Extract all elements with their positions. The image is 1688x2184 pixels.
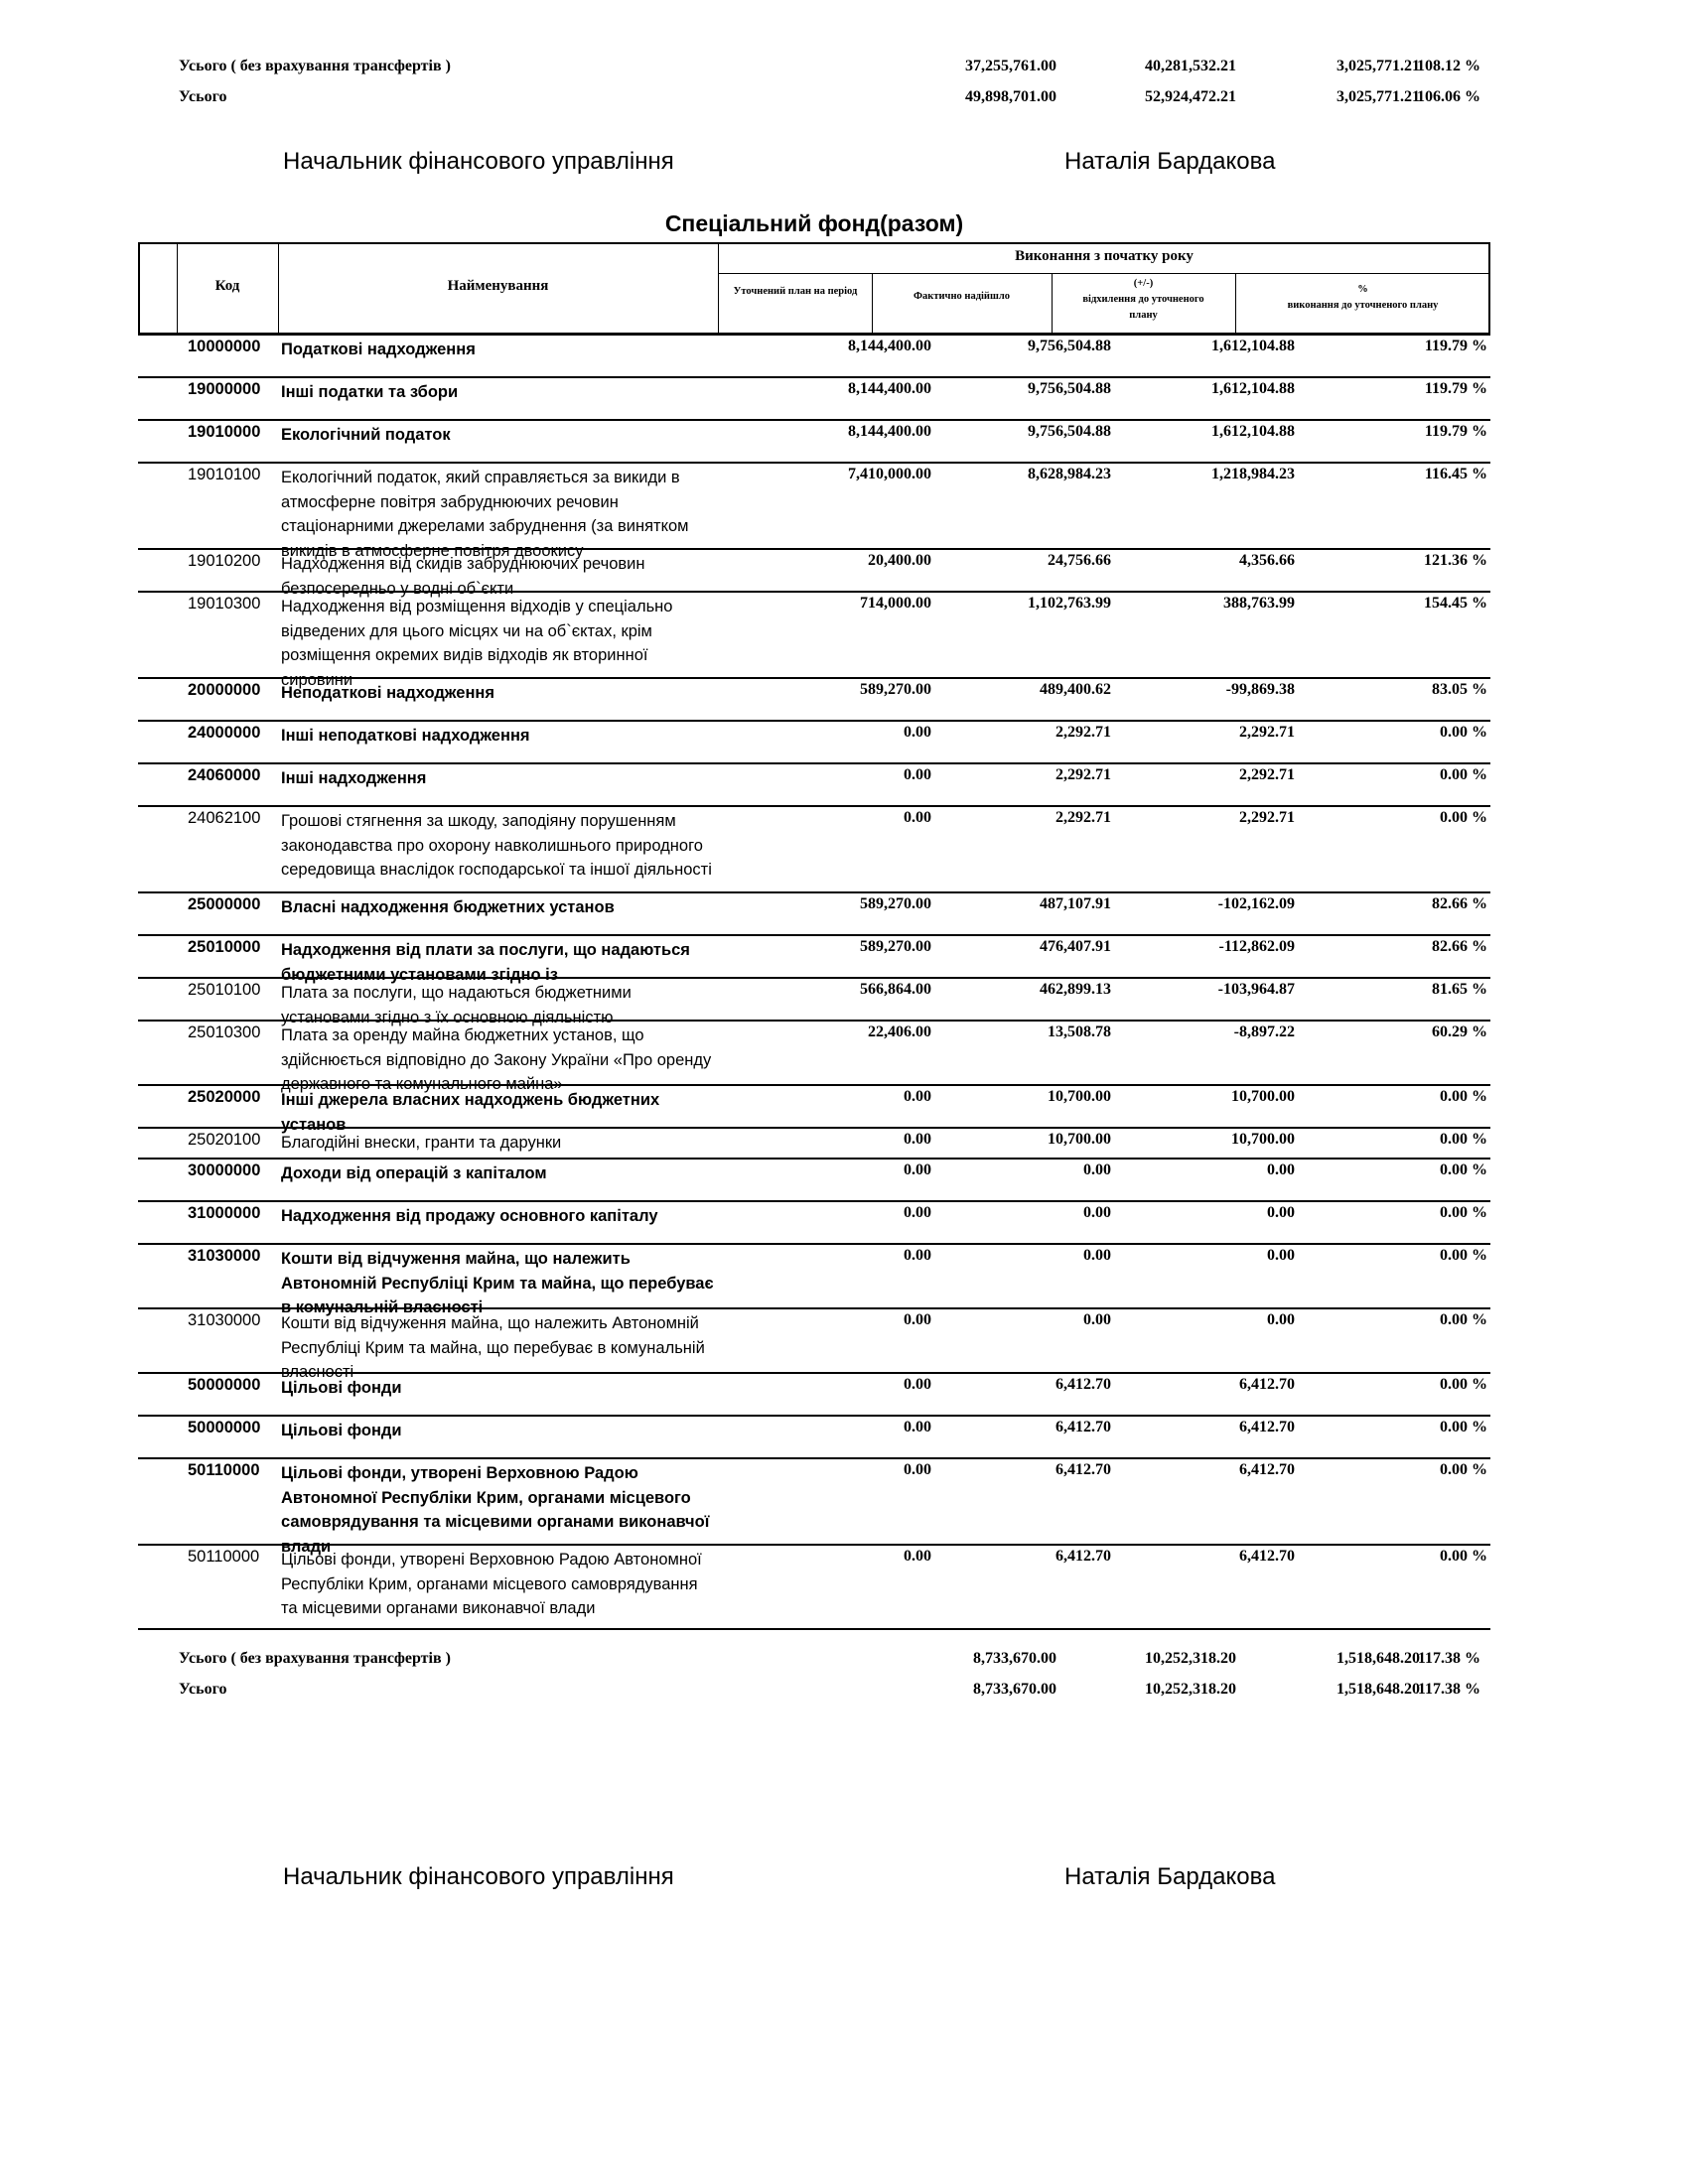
row-name: Надходження від розміщення відходів у спеціально відведених для цього місцях чи на об`єктах, крім розміщення окремих видів відходів як вторинної сировини	[281, 598, 673, 689]
row-plan: 0.00	[904, 724, 931, 741]
row-deviation: 6,412.70	[1239, 1376, 1295, 1393]
row-name: Плата за оренду майна бюджетних установ, що здійснюється відповідно до Закону України «Про оренду державного та комунального майна»	[281, 1026, 712, 1093]
row-name: Кошти від відчуження майна, що належить Автономній Республіці Крим та майна, що перебуває в комунальній власності	[281, 1250, 714, 1316]
row-plan: 0.00	[904, 1376, 931, 1393]
row-code: 19010100	[188, 466, 261, 483]
row-code: 25020000	[188, 1088, 261, 1106]
top-totals	[179, 58, 1479, 119]
row-name: Цільові фонди	[281, 1379, 402, 1397]
row-code: 24000000	[188, 724, 261, 742]
row-plan: 0.00	[904, 1247, 931, 1264]
table-row	[138, 1084, 1490, 1134]
row-percent: 116.45 %	[1424, 466, 1487, 482]
row-name: Доходи від операцій з капіталом	[281, 1164, 547, 1182]
row-plan: 0.00	[904, 1088, 931, 1105]
total-fact: 52,924,472.21	[1145, 88, 1236, 105]
total-deviation: 1,518,648.20	[1336, 1681, 1420, 1698]
row-percent: 0.00 %	[1440, 1311, 1487, 1328]
table-row	[138, 677, 1490, 722]
total-row	[179, 1681, 1479, 1711]
section-title: Спеціальний фонд(разом)	[664, 210, 964, 236]
row-fact: 1,102,763.99	[1028, 595, 1111, 612]
table-row	[138, 891, 1490, 936]
table-row	[138, 1158, 1490, 1202]
row-code: 19010200	[188, 552, 261, 570]
table-row	[138, 1307, 1490, 1381]
table-row	[138, 1243, 1490, 1316]
table-row	[138, 1544, 1490, 1630]
row-fact: 13,508.78	[1048, 1024, 1111, 1040]
row-deviation: 2,292.71	[1239, 724, 1295, 741]
row-percent: 83.05 %	[1432, 681, 1487, 698]
row-plan: 0.00	[904, 1311, 931, 1328]
row-plan: 22,406.00	[868, 1024, 931, 1040]
row-deviation: 1,612,104.88	[1211, 338, 1295, 354]
total-row-without-transfers	[179, 1650, 1479, 1681]
row-name: Екологічний податок, який справляється за викиди в атмосферне повітря забруднюючих речовин стаціонарними джерелами забруднення (за винятком викидів в атмосферне повітря двоокису	[281, 469, 689, 560]
row-percent: 0.00 %	[1440, 809, 1487, 826]
table-row	[138, 934, 1490, 984]
total-fact: 10,252,318.20	[1145, 1650, 1236, 1667]
row-plan: 566,864.00	[860, 981, 931, 998]
row-name: Неподаткові надходження	[281, 684, 495, 702]
total-plan: 8,733,670.00	[973, 1681, 1056, 1698]
total-percent: 117.38 %	[1417, 1681, 1480, 1698]
row-code: 10000000	[188, 338, 261, 355]
header-percent-text: виконання до уточненого плану	[1287, 300, 1439, 311]
row-deviation: 1,612,104.88	[1211, 380, 1295, 397]
row-code: 19010300	[188, 595, 261, 613]
row-percent: 0.00 %	[1440, 1461, 1487, 1478]
row-code: 24062100	[188, 809, 261, 827]
row-deviation: 1,218,984.23	[1211, 466, 1295, 482]
row-deviation: 6,412.70	[1239, 1548, 1295, 1565]
row-name: Кошти від відчуження майна, що належить Автономній Республіці Крим та майна, що перебуває в комунальній власності	[281, 1314, 705, 1381]
header-plan: Уточнений план на період	[733, 286, 858, 297]
row-percent: 0.00 %	[1440, 1131, 1487, 1148]
row-percent: 154.45 %	[1424, 595, 1487, 612]
row-fact: 2,292.71	[1055, 766, 1111, 783]
row-deviation: 0.00	[1267, 1161, 1295, 1178]
row-fact: 2,292.71	[1055, 809, 1111, 826]
signature-name: Наталія Бардакова	[1064, 1863, 1276, 1890]
signature-name: Наталія Бардакова	[1064, 148, 1276, 175]
row-fact: 9,756,504.88	[1028, 423, 1111, 440]
row-fact: 10,700.00	[1048, 1088, 1111, 1105]
row-percent: 121.36 %	[1424, 552, 1487, 569]
header-divider	[872, 273, 873, 333]
row-fact: 24,756.66	[1048, 552, 1111, 569]
header-group: Виконання з початку року	[1015, 248, 1194, 264]
total-row	[179, 88, 1479, 119]
row-plan: 0.00	[904, 1548, 931, 1565]
table-row	[138, 977, 1490, 1026]
row-code: 25020100	[188, 1131, 261, 1149]
row-fact: 0.00	[1083, 1161, 1111, 1178]
row-fact: 8,628,984.23	[1028, 466, 1111, 482]
row-percent: 0.00 %	[1440, 1376, 1487, 1393]
total-plan: 49,898,701.00	[965, 88, 1056, 105]
total-plan: 8,733,670.00	[973, 1650, 1056, 1667]
row-deviation: 2,292.71	[1239, 766, 1295, 783]
row-plan: 0.00	[904, 766, 931, 783]
row-percent: 60.29 %	[1432, 1024, 1487, 1040]
row-percent: 119.79 %	[1424, 423, 1487, 440]
row-percent: 0.00 %	[1440, 1204, 1487, 1221]
row-deviation: 6,412.70	[1239, 1461, 1295, 1478]
row-deviation: 0.00	[1267, 1204, 1295, 1221]
row-plan: 0.00	[904, 1461, 931, 1478]
row-deviation: -112,862.09	[1218, 938, 1295, 955]
row-deviation: 388,763.99	[1223, 595, 1295, 612]
row-plan: 8,144,400.00	[848, 423, 931, 440]
row-name: Власні надходження бюджетних установ	[281, 898, 615, 916]
header-percent	[1235, 282, 1490, 314]
row-percent: 0.00 %	[1440, 1161, 1487, 1178]
row-percent: 0.00 %	[1440, 724, 1487, 741]
header-deviation	[1052, 276, 1235, 324]
row-plan: 589,270.00	[860, 681, 931, 698]
total-plan: 37,255,761.00	[965, 58, 1056, 74]
row-code: 25000000	[188, 895, 261, 913]
bottom-totals	[179, 1650, 1479, 1711]
row-name: Надходження від продажу основного капіталу	[281, 1207, 658, 1225]
row-code: 19010000	[188, 423, 261, 441]
row-name: Цільові фонди, утворені Верховною Радою Автономної Республіки Крим, органами місцевого самоврядування та місцевими органами виконавчої влади	[281, 1551, 702, 1617]
row-name: Екологічний податок	[281, 426, 451, 444]
row-name: Інші податки та збори	[281, 383, 459, 401]
row-name: Плата за послуги, що надаються бюджетними установами згідно з їх основною діяльністю	[281, 984, 632, 1026]
table-row	[138, 419, 1490, 464]
row-percent: 0.00 %	[1440, 766, 1487, 783]
row-fact: 462,899.13	[1040, 981, 1111, 998]
row-deviation: -102,162.09	[1217, 895, 1295, 912]
row-percent: 0.00 %	[1440, 1548, 1487, 1565]
row-code: 20000000	[188, 681, 261, 699]
row-deviation: 10,700.00	[1231, 1131, 1295, 1148]
signature-position: Начальник фінансового управління	[283, 1863, 674, 1890]
row-code: 50110000	[188, 1461, 260, 1479]
row-code: 25010300	[188, 1024, 261, 1041]
row-percent: 0.00 %	[1440, 1088, 1487, 1105]
row-plan: 589,270.00	[860, 938, 931, 955]
row-plan: 589,270.00	[860, 895, 931, 912]
row-plan: 8,144,400.00	[848, 338, 931, 354]
row-name: Цільові фонди	[281, 1422, 402, 1439]
total-label: Усього ( без врахування трансфертів )	[179, 58, 451, 74]
row-code: 50000000	[188, 1376, 261, 1394]
row-deviation: -99,869.38	[1225, 681, 1295, 698]
row-plan: 714,000.00	[860, 595, 931, 612]
row-code: 25010000	[188, 938, 261, 956]
row-deviation: -8,897.22	[1233, 1024, 1295, 1040]
row-code: 19000000	[188, 380, 261, 398]
row-percent: 81.65 %	[1432, 981, 1487, 998]
row-plan: 0.00	[904, 1204, 931, 1221]
total-label: Усього	[179, 88, 227, 105]
row-name: Грошові стягнення за шкоду, заподіяну порушенням законодавства про охорону навколишнього природного середовища внаслідок господарської та іншої діяльності	[281, 812, 712, 879]
total-deviation: 3,025,771.21	[1336, 88, 1420, 105]
header-percent-sign: %	[1357, 284, 1368, 295]
header-deviation-text: відхилення до уточненого плану	[1082, 294, 1204, 321]
row-deviation: 1,612,104.88	[1211, 423, 1295, 440]
row-percent: 119.79 %	[1424, 338, 1487, 354]
row-percent: 82.66 %	[1432, 938, 1487, 955]
row-deviation: 0.00	[1267, 1247, 1295, 1264]
row-deviation: 0.00	[1267, 1311, 1295, 1328]
row-fact: 10,700.00	[1048, 1131, 1111, 1148]
total-row-without-transfers	[179, 58, 1479, 88]
row-name: Благодійні внески, гранти та дарунки	[281, 1134, 562, 1152]
header-fact: Фактично надійшло	[914, 291, 1010, 302]
row-plan: 0.00	[904, 1131, 931, 1148]
row-plan: 8,144,400.00	[848, 380, 931, 397]
row-fact: 0.00	[1083, 1204, 1111, 1221]
row-fact: 489,400.62	[1040, 681, 1111, 698]
row-fact: 476,407.91	[1040, 938, 1111, 955]
header-code: Код	[214, 278, 240, 294]
row-name: Надходження від скидів забруднюючих речовин безпосередньо у водні об`єкти	[281, 555, 645, 598]
signature-position: Начальник фінансового управління	[283, 148, 674, 175]
row-plan: 0.00	[904, 1419, 931, 1435]
row-fact: 0.00	[1083, 1247, 1111, 1264]
total-deviation: 1,518,648.20	[1336, 1650, 1420, 1667]
row-code: 24060000	[188, 766, 261, 784]
row-fact: 6,412.70	[1055, 1376, 1111, 1393]
row-percent: 119.79 %	[1424, 380, 1487, 397]
total-percent: 108.12 %	[1417, 58, 1480, 74]
row-deviation: 4,356.66	[1239, 552, 1295, 569]
row-percent: 0.00 %	[1440, 1419, 1487, 1435]
table-row	[138, 1415, 1490, 1459]
row-name: Податкові надходження	[281, 341, 476, 358]
total-percent: 117.38 %	[1417, 1650, 1480, 1667]
row-code: 31000000	[188, 1204, 261, 1222]
row-deviation: 2,292.71	[1239, 809, 1295, 826]
row-name: Інші неподаткові надходження	[281, 727, 530, 745]
row-name: Цільові фонди, утворені Верховною Радою Автономної Республіки Крим, органами місцевого самоврядування та місцевими органами виконавчої влади	[281, 1464, 710, 1556]
table-row	[138, 805, 1490, 893]
table-row	[138, 462, 1490, 560]
table-row	[138, 1457, 1490, 1556]
total-fact: 40,281,532.21	[1145, 58, 1236, 74]
total-fact: 10,252,318.20	[1145, 1681, 1236, 1698]
row-code: 25010100	[188, 981, 261, 999]
row-plan: 7,410,000.00	[848, 466, 931, 482]
total-label: Усього	[179, 1681, 227, 1698]
header-divider	[718, 273, 1488, 274]
row-fact: 0.00	[1083, 1311, 1111, 1328]
row-deviation: 10,700.00	[1231, 1088, 1295, 1105]
row-fact: 6,412.70	[1055, 1548, 1111, 1565]
table-row	[138, 720, 1490, 764]
table-row	[138, 1020, 1490, 1093]
table-row	[138, 591, 1490, 689]
table-header	[138, 242, 1490, 335]
row-deviation: 6,412.70	[1239, 1419, 1295, 1435]
row-fact: 6,412.70	[1055, 1419, 1111, 1435]
row-name: Інші надходження	[281, 769, 427, 787]
header-name: Найменування	[447, 278, 549, 294]
row-fact: 6,412.70	[1055, 1461, 1111, 1478]
row-name: Інші джерела власних надходжень бюджетних установ	[281, 1091, 660, 1134]
row-fact: 487,107.91	[1040, 895, 1111, 912]
row-name: Надходження від плати за послуги, що надаються бюджетними установами згідно із	[281, 941, 690, 984]
total-deviation: 3,025,771.21	[1336, 58, 1420, 74]
total-label: Усього ( без врахування трансфертів )	[179, 1650, 451, 1667]
table-row	[138, 762, 1490, 807]
row-percent: 82.66 %	[1432, 895, 1487, 912]
row-fact: 9,756,504.88	[1028, 380, 1111, 397]
table-row	[138, 1200, 1490, 1245]
row-fact: 9,756,504.88	[1028, 338, 1111, 354]
table-row	[138, 334, 1490, 378]
total-percent: 106.06 %	[1417, 88, 1480, 105]
row-deviation: -103,964.87	[1217, 981, 1295, 998]
row-code: 31030000	[188, 1311, 261, 1329]
row-fact: 2,292.71	[1055, 724, 1111, 741]
header-deviation-sign: (+/-)	[1133, 278, 1154, 289]
row-percent: 0.00 %	[1440, 1247, 1487, 1264]
table-row	[138, 548, 1490, 598]
row-plan: 0.00	[904, 809, 931, 826]
table-row	[138, 376, 1490, 421]
row-code: 31030000	[188, 1247, 261, 1265]
row-code: 30000000	[188, 1161, 261, 1179]
row-plan: 0.00	[904, 1161, 931, 1178]
row-code: 50110000	[188, 1548, 260, 1566]
row-code: 50000000	[188, 1419, 261, 1436]
row-plan: 20,400.00	[868, 552, 931, 569]
table-row	[138, 1127, 1490, 1160]
table-row	[138, 1372, 1490, 1417]
